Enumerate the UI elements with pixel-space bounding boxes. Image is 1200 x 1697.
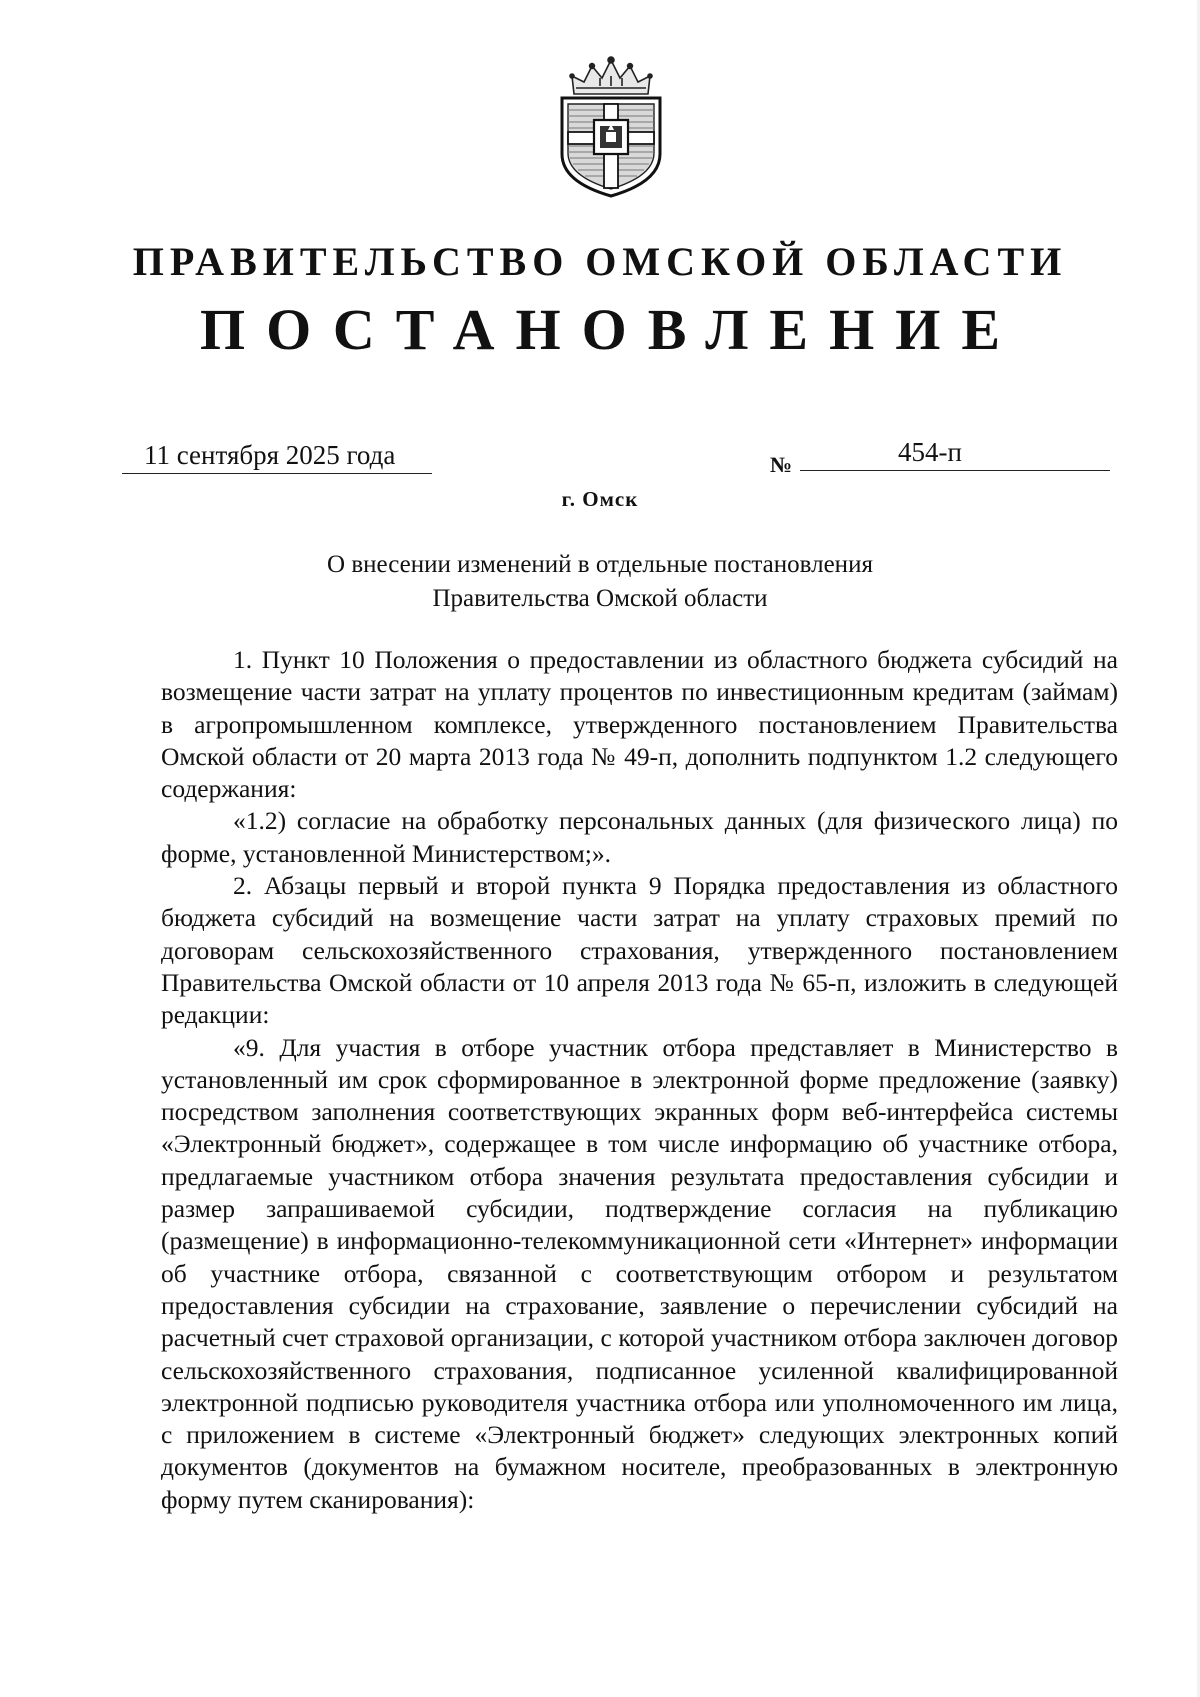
document-number: 454-п (898, 437, 962, 467)
subject-line-2: Правительства Омской области (432, 585, 768, 612)
government-title: ПРАВИТЕЛЬСТВО ОМСКОЙ ОБЛАСТИ (132, 239, 1068, 284)
subject-line-1: О внесении изменений в отдельные постановления (327, 551, 873, 578)
body-paragraph: 2. Абзацы первый и второй пункта 9 Порядка предоставления из областного бюджета субсидий на возмещение части затрат на уплату страховых премий по договорам сельскохозяйственного страхования, утвержденного постановлением Правительства Омской области от 10 апреля 2013 года № 65-п, изложить в следующей редакции: (161, 871, 1118, 1030)
coat-of-arms-icon (554, 54, 668, 200)
number-field (800, 436, 1110, 471)
body-paragraph: 1. Пункт 10 Положения о предоставлении из областного бюджета субсидий на возмещение части затрат на уплату процентов по инвестиционным кредитам (займам) в агропромышленном комплексе, утвержденного постановлением Правительства Омской области от 20 марта 2013 года № 49-п, дополнить подпунктом 1.2 следующего содержания: (161, 645, 1118, 804)
document-subject (0, 548, 1200, 616)
document-type-title: ПОСТАНОВЛЕНИЕ (199, 297, 1022, 362)
number-sign: № (770, 452, 793, 477)
body-paragraph: «9. Для участия в отборе участник отбора представляет в Министерство в установленный им срок сформированное в электронной форме предложение (заявку) посредством заполнения соответствующих экранных форм веб-интерфейса системы «Электронный бюджет», содержащее в том числе информацию об участнике отбора, предлагаемые участником отбора значения результата предоставления субсидии и размер запрашиваемой субсидии, подтверждение согласия на публикацию (размещение) в информационно-телекоммуникационной сети «Интернет» информации об участнике отбора, связанной с соответствующим отбором и результатом предоставления субсидии на страхование, заявление о перечислении субсидий на расчетный счет страховой организации, с которой участником отбора заключен договор сельскохозяйственного страхования, подписанное усиленной квалифицированной электронной подписью руководителя участника отбора или уполномоченного им лица, с приложением в системе «Электронный бюджет» следующих электронных копий документов (документов на бумажном носителе, преобразованных в электронную форму путем сканирования): (161, 1032, 1118, 1514)
document-body (161, 644, 1118, 1516)
city-label: г. Омск (561, 487, 639, 511)
document-date: 11 сентября 2025 года (144, 440, 396, 470)
date-field (122, 437, 432, 474)
body-paragraph: «1.2) согласие на обработку персональных данных (для физического лица) по форме, установленной Министерством;». (161, 806, 1118, 868)
